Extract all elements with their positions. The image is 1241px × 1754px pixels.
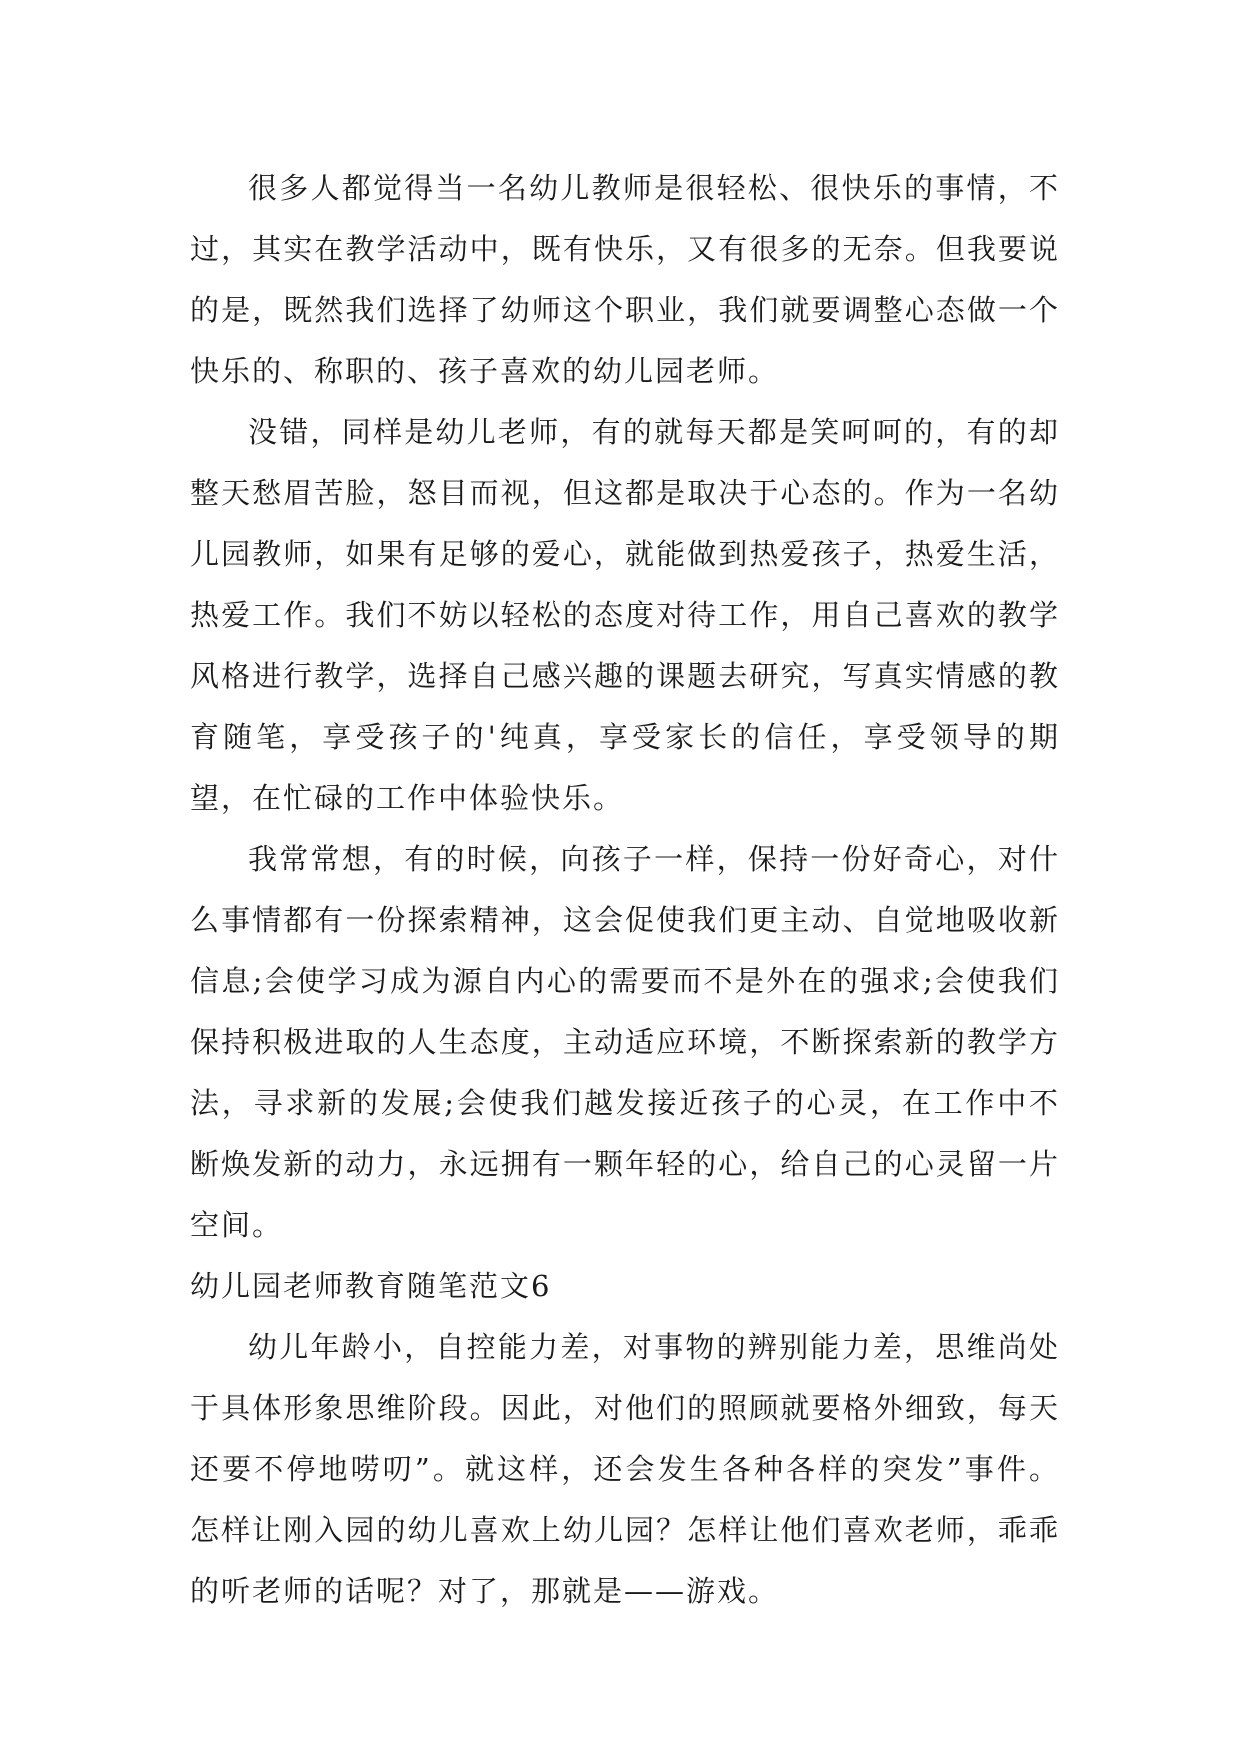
paragraph-mindset: 没错，同样是幼儿老师，有的就每天都是笑呵呵的，有的却整天愁眉苦脸，怒目而视，但这都是取决于心态的。作为一名幼儿园教师，如果有足够的爱心，就能做到热爱孩子，热爱生活，热爱工作。我们不妨以轻松的态度对待工作，用自己喜欢的教学风格进行教学，选择自己感兴趣的课题去研究，写真实情感的教育随笔，享受孩子的'纯真，享受家长的信任，享受领导的期望，在忙碌的工作中体验快乐。 bbox=[190, 415, 1060, 815]
paragraph-positive-attitude: 很多人都觉得当一名幼儿教师是很轻松、很快乐的事情，不过，其实在教学活动中，既有快乐，又有很多的无奈。但我要说的是，既然我们选择了幼师这个职业，我们就要调整心态做一个快乐的、称职的、孩子喜欢的幼儿园老师。 bbox=[190, 171, 1060, 388]
document-page bbox=[190, 158, 1060, 1622]
section-heading: 幼儿园老师教育随笔范文6 bbox=[190, 1269, 552, 1303]
paragraph-games: 幼儿年龄小，自控能力差，对事物的辨别能力差，思维尚处于具体形象思维阶段。因此，对他们的照顾就要格外细致，每天还要不停地唠叨”。就这样，还会发生各种各样的突发”事件。怎样让刚入园的幼儿喜欢上幼儿园？怎样让他们喜欢老师，乖乖的听老师的话呢？对了，那就是——游戏。 bbox=[190, 1330, 1060, 1608]
paragraph-curiosity: 我常常想，有的时候，向孩子一样，保持一份好奇心，对什么事情都有一份探索精神，这会促使我们更主动、自觉地吸收新信息;会使学习成为源自内心的需要而不是外在的强求;会使我们保持积极进取的人生态度，主动适应环境，不断探索新的教学方法，寻求新的发展;会使我们越发接近孩子的心灵，在工作中不断焕发新的动力，永远拥有一颗年轻的心，给自己的心灵留一片空间。 bbox=[190, 842, 1060, 1242]
